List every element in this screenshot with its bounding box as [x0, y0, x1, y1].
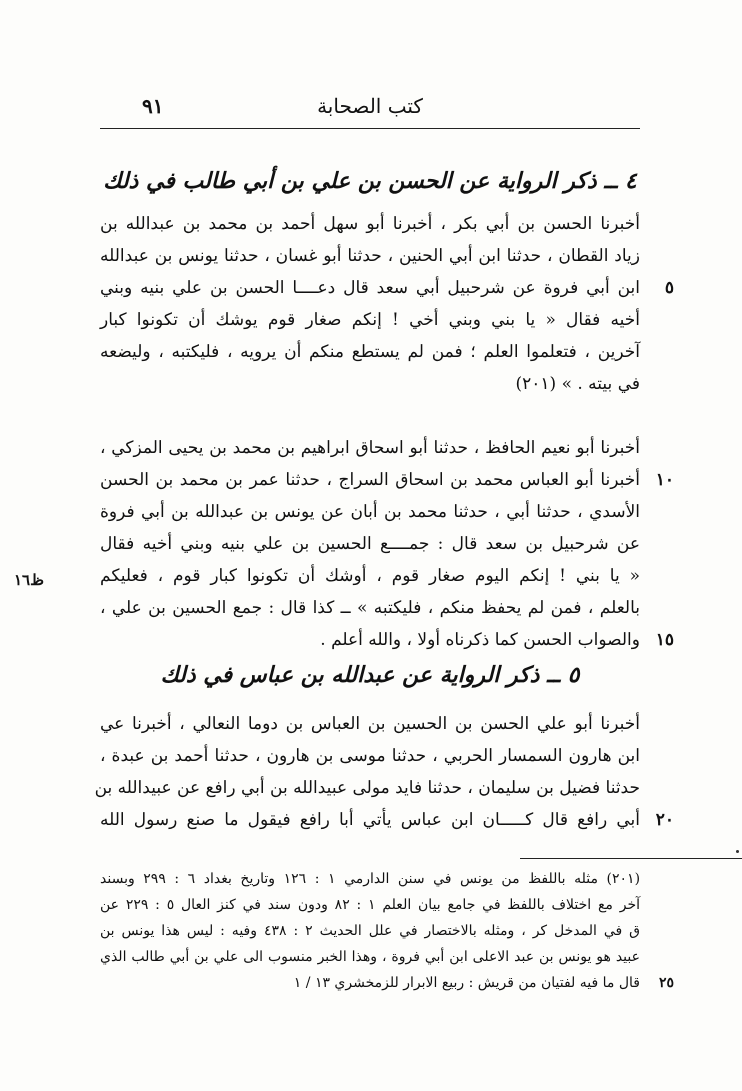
- section-heading-4: ٤ ــ ذكر الرواية عن الحسن بن علي بن أبي طالب في ذلك: [103, 168, 637, 194]
- body-line: أخيه فقال « يا بني وبني أخي ! إنكم صغار قوم يوشك أن تكونوا كبار: [100, 310, 640, 330]
- footnote-divider: [520, 858, 742, 859]
- body-line: بالعلم ، فمن لم يحفظ منكم ، فليكتبه » ــ كذا قال : جمع الحسين بن علي ،: [100, 598, 640, 618]
- body-line: أخبرنا الحسن بن أبي بكر ، أخبرنا أبو سهل أحمد بن محمد بن عبدالله بن: [100, 214, 640, 234]
- line-number: ٢٥: [658, 975, 674, 991]
- body-line: الأسدي ، حدثنا أبي ، حدثنا محمد بن أبان عن يونس بن عبدالله بن أبي فروة: [100, 502, 640, 522]
- footnote-line: ٢٥ قال ما فيه لفتيان من قريش : ربيع الابرار للزمخشري ١٣ / ١: [100, 970, 640, 996]
- body-line: أخبرنا أبو علي الحسن بن الحسين بن العباس بن دوما النعالي ، أخبرنا عي: [100, 714, 640, 734]
- print-speck: [736, 850, 739, 853]
- line-number: ٥: [664, 278, 674, 298]
- body-line: « يا بني ! إنكم اليوم صغار قوم ، أوشك أن تكونوا كبار قوم ، فعليكم: [100, 566, 640, 586]
- margin-note: ظ١٦: [14, 571, 44, 589]
- body-line: أخبرنا أبو نعيم الحافظ ، حدثنا أبو اسحاق ابراهيم بن محمد بن يحيى المزكي ،: [100, 438, 640, 458]
- section-heading-5: ٥ ــ ذكر الرواية عن عبدالله بن عباس في ذلك: [160, 662, 580, 688]
- page-header: [100, 92, 640, 129]
- body-line: ١٠ أخبرنا أبو العباس محمد بن اسحاق السراج ، حدثنا عمر بن محمد بن الحسن: [100, 464, 640, 496]
- line-number: ١٠: [655, 470, 674, 490]
- body-line: ١٥ والصواب الحسن كما ذكرناه أولا ، والله أعلم .: [100, 624, 640, 656]
- line-number: ٢٠: [655, 810, 674, 830]
- footnote-line: عبيد هو يونس بن عبد الاعلى ابن أبي فروة ، وهذا الخبر منسوب الى علي بن أبي طالب الذي: [100, 949, 640, 965]
- running-title: كتب الصحابة: [317, 94, 423, 118]
- body-line: ٥ ابن أبي فروة عن شرحبيل أبي سعد قال دعــــا الحسن بن علي بنيه وبني: [100, 272, 640, 304]
- body-line: ابن هارون السمسار الحربي ، حدثنا موسى بن هارون ، حدثنا أحمد بن عبدة ،: [100, 746, 640, 766]
- line-number: ١٥: [655, 630, 674, 650]
- footnote-line: (٢٠١) مثله باللفظ من يونس في سنن الدارمي ١ : ١٢٦ وتاريخ بغداد ٦ : ٢٩٩ وبسند: [100, 871, 641, 887]
- body-line: عن شرحبيل بن سعد قال : جمــــع الحسين بن علي بنيه وبني أخيه فقال: [100, 534, 640, 554]
- body-line: في بيته . » (٢٠١): [515, 374, 640, 394]
- body-line: آخرين ، فتعلموا العلم ؛ فمن لم يستطع منكم أن يرويه ، فليكتبه ، وليضعه: [100, 342, 640, 362]
- page-number: ٩١: [142, 94, 164, 118]
- body-line: حدثنا فضيل بن سليمان ، حدثنا فايد مولى عبيدالله بن أبي رافع عن عبيدالله بن: [94, 778, 640, 798]
- footnote-line: ق في المدخل كر ، ومثله بالاختصار في علل الحديث ٢ : ٤٣٨ وفيه : ليس هذا يونس بن: [100, 923, 640, 939]
- footnote-line: آخر مع اختلاف باللفظ في جامع بيان العلم ١ : ٨٢ ودون سند في كنز العال ٥ : ٢٢٩ عن: [100, 897, 640, 913]
- body-line: زياد القطان ، حدثنا ابن أبي الحنين ، حدثنا أبو غسان ، حدثنا يونس بن عبدالله: [100, 246, 640, 266]
- body-line: ٢٠ أبي رافع قال كـــــان ابن عباس يأتي أبا رافع فيقول ما صنع رسول الله: [100, 804, 640, 836]
